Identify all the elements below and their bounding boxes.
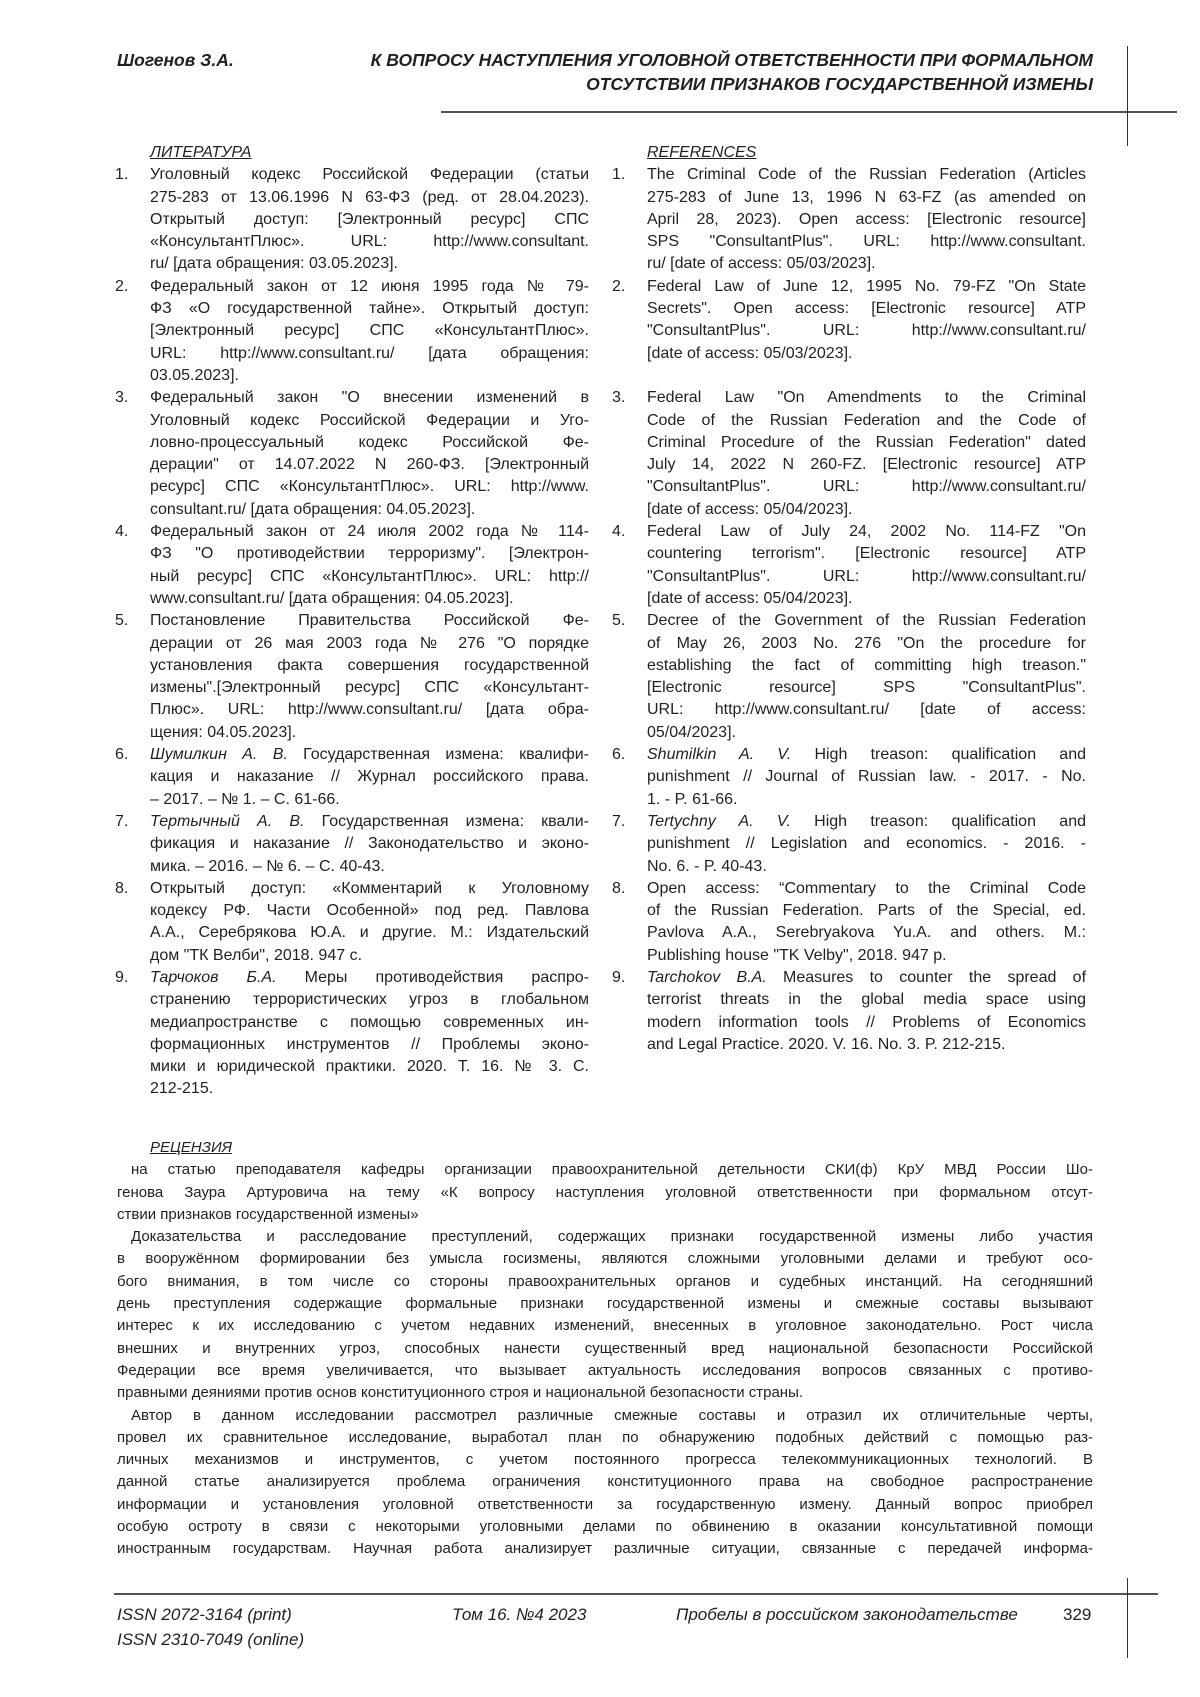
footer-vertical-rule	[1127, 1578, 1128, 1658]
reference-line	[647, 387, 1086, 409]
reference-item	[115, 878, 589, 967]
reference-text: Measures to counter the spread of	[767, 969, 1086, 986]
review-line: на статью преподавателя кафедры организации правоохранительной детельности СКИ(ф) КрУ МВД России Шо-	[117, 1159, 1093, 1181]
reference-text: URL: http://www.consultant.ru/ [дата обращения:	[150, 345, 589, 362]
reference-text: 275-283 of June 13, 1996 N 63-FZ (as amended on	[647, 189, 1086, 206]
reference-line	[150, 967, 589, 989]
review-line: информации и установления уголовной ответственности за государственную измену. Данный вопрос приобрел	[117, 1494, 1093, 1516]
reference-text: 1. - P. 61-66.	[647, 791, 737, 808]
reference-text: consultant.ru/ [дата обращения: 04.05.2023].	[150, 501, 475, 518]
literature-heading: ЛИТЕРАТУРА	[150, 142, 589, 164]
footer-volume: Том 16. №4 2023	[452, 1603, 586, 1627]
running-head-author: Шогенов З.А.	[117, 48, 234, 72]
reference-text: Открытый доступ: «Комментарий к Уголовному	[150, 880, 589, 897]
reference-text: The Criminal Code of the Russian Federation (Articles	[647, 166, 1086, 183]
reference-text: Secrets". Open access: [Electronic resource] ATP	[647, 300, 1086, 317]
reference-line	[150, 856, 589, 878]
reference-text: of the Russian Federation. Parts of the Special, ed.	[647, 902, 1086, 919]
reference-text: Плюс». URL: http://www.consultant.ru/ [дата обра-	[150, 701, 589, 718]
reference-text: Federal Law of July 24, 2002 No. 114-FZ "On	[647, 523, 1086, 540]
reference-text: SPS "ConsultantPlus". URL: http://www.consultant.	[647, 233, 1086, 250]
reference-line	[150, 744, 589, 766]
reference-number: 6.	[612, 744, 625, 766]
reference-line	[647, 410, 1086, 432]
references-heading: REFERENCES	[647, 142, 1086, 164]
reference-text: Федеральный закон "О внесении изменений в	[150, 389, 589, 406]
reference-author: Шумилкин А. В.	[150, 746, 288, 763]
review-line: особую остроту в связи с некоторыми уголовными делами по обвинению в оказании консультативной помощи	[117, 1516, 1093, 1538]
reference-line	[150, 677, 589, 699]
references-list	[612, 142, 1086, 1056]
reference-text: кодексу РФ. Части Особенной» под ред. Павлова	[150, 902, 589, 919]
reference-text: ный ресурс] СПС «КонсультантПлюс». URL: http://	[150, 568, 589, 585]
reference-line	[150, 566, 589, 588]
reference-line	[150, 209, 589, 231]
reference-number: 8.	[115, 878, 128, 900]
reference-author: Tarchokov B.A.	[647, 969, 767, 986]
reference-line	[647, 789, 1086, 811]
reference-item	[115, 744, 589, 811]
reference-number: 9.	[612, 967, 625, 989]
review-line: в вооружённом формировании без умысла госизмены, являются сложными уголовными делами и требуют осо-	[117, 1248, 1093, 1270]
reference-line	[150, 365, 589, 387]
reference-text: "ConsultantPlus". URL: http://www.consultant.ru/	[647, 322, 1086, 339]
reference-line	[647, 253, 1086, 275]
reference-text: Open access: “Commentary to the Criminal Code	[647, 880, 1086, 897]
reference-text: фикация и наказание // Законодательство и эконо-	[150, 835, 589, 852]
reference-author: Тарчоков Б.А.	[150, 969, 277, 986]
reference-item	[612, 811, 1086, 878]
reference-line	[150, 633, 589, 655]
reference-text: [date of access: 05/03/2023].	[647, 345, 852, 362]
header-vertical-rule	[1127, 46, 1128, 146]
reference-item	[612, 387, 1086, 521]
reference-line	[150, 900, 589, 922]
reference-text: Уголовный кодекс Российской Федерации и Уго-	[150, 412, 589, 429]
footer-issn-online: ISSN 2310-7049 (online)	[117, 1628, 304, 1652]
reference-text: Федеральный закон от 24 июля 2002 года № 114-	[150, 523, 589, 540]
running-head-title-line: ОТСУТСТВИИ ПРИЗНАКОВ ГОСУДАРСТВЕННОЙ ИЗМЕНЫ	[371, 72, 1093, 96]
reference-text: Federal Law "On Amendments to the Criminal	[647, 389, 1086, 406]
reference-text: Code of the Russian Federation and the Code of	[647, 412, 1086, 429]
reference-item	[115, 967, 589, 1101]
reference-item	[115, 610, 589, 744]
reference-text: Publishing house "TK Velby", 2018. 947 p.	[647, 947, 947, 964]
reference-author: Shumilkin A. V.	[647, 746, 791, 763]
reference-text: [date of access: 05/04/2023].	[647, 501, 852, 518]
footer-issn-print: ISSN 2072-3164 (print)	[117, 1603, 292, 1627]
review-line: интерес к их исследованию с учетом недавних изменений, внесенных в уголовное законодательно. Рост числа	[117, 1315, 1093, 1337]
reference-text: А.А., Серебрякова Ю.А. и другие. М.: Издательский	[150, 924, 589, 941]
reference-author: Тертычный А. В.	[150, 813, 304, 830]
reference-number: 2.	[115, 276, 128, 298]
reference-text: Federal Law of June 12, 1995 No. 79-FZ "On State	[647, 278, 1086, 295]
reference-line	[150, 253, 589, 275]
running-head-title-line: К ВОПРОСУ НАСТУПЛЕНИЯ УГОЛОВНОЙ ОТВЕТСТВЕННОСТИ ПРИ ФОРМАЛЬНОМ	[371, 48, 1093, 72]
reference-text: установления факта совершения государственной	[150, 657, 589, 674]
reference-text: establishing the fact of committing high treason."	[647, 657, 1086, 674]
reference-line	[150, 432, 589, 454]
reference-line	[647, 722, 1086, 744]
reference-text: «КонсультантПлюс». URL: http://www.consultant.	[150, 233, 589, 250]
reference-number: 3.	[612, 387, 625, 409]
reference-line	[150, 1034, 589, 1056]
review-line: Федерации все время увеличивается, что вызывает актуальность исследования вопросов связанных с противо-	[117, 1360, 1093, 1382]
reference-line	[150, 343, 589, 365]
reference-line	[647, 298, 1086, 320]
reference-item	[612, 164, 1086, 275]
reference-line	[150, 164, 589, 186]
reference-line	[647, 187, 1086, 209]
reference-number: 5.	[115, 610, 128, 632]
review-line: провел их сравнительное исследование, выработал план по обнаружению подобных действий с помощью раз-	[117, 1427, 1093, 1449]
reference-line	[150, 231, 589, 253]
reference-line	[150, 610, 589, 632]
reference-number: 8.	[612, 878, 625, 900]
reference-text: мики и юридической практики. 2020. Т. 16. № 3. С.	[150, 1058, 589, 1075]
reference-line	[647, 633, 1086, 655]
reference-item	[115, 276, 589, 387]
reference-text: "ConsultantPlus". URL: http://www.consultant.ru/	[647, 478, 1086, 495]
reference-text: кация и наказание // Журнал российского права.	[150, 768, 589, 785]
reference-item	[612, 276, 1086, 365]
footer-rule	[114, 1593, 1158, 1595]
reference-text: April 28, 2023). Open access: [Electronic resource]	[647, 211, 1086, 228]
reference-line	[150, 1012, 589, 1034]
reference-text: [date of access: 05/04/2023].	[647, 590, 852, 607]
reference-text: – 2017. – № 1. – С. 61-66.	[150, 791, 340, 808]
reference-line	[647, 320, 1086, 342]
reference-line	[150, 1078, 589, 1100]
reference-author: Tertychny A. V.	[647, 813, 791, 830]
reference-line	[647, 1034, 1086, 1056]
reference-line	[647, 476, 1086, 498]
review-line: правными деяниями против основ конституционного строя и национальной безопасности страны.	[117, 1382, 1093, 1404]
reference-line	[647, 922, 1086, 944]
reference-line	[150, 945, 589, 967]
reference-line	[647, 521, 1086, 543]
reference-text: 03.05.2023].	[150, 367, 239, 384]
reference-item	[115, 164, 589, 275]
reference-line	[647, 231, 1086, 253]
reference-line	[150, 476, 589, 498]
reference-number: 1.	[115, 164, 128, 186]
review-heading: РЕЦЕНЗИЯ	[150, 1137, 1093, 1159]
reference-text: Уголовный кодекс Российской Федерации (статьи	[150, 166, 589, 183]
reference-text: формационных инструментов // Проблемы эконо-	[150, 1036, 589, 1053]
reference-line	[150, 1056, 589, 1078]
reference-line	[647, 878, 1086, 900]
reference-text: ru/ [дата обращения: 03.05.2023].	[150, 255, 398, 272]
reference-text: ресурс] СПС «КонсультантПлюс». URL: http://www.	[150, 478, 589, 495]
reference-text: July 14, 2022 N 260-FZ. [Electronic resource] ATP	[647, 456, 1086, 473]
reference-item	[612, 967, 1086, 1056]
reference-text: Decree of the Government of the Russian Federation	[647, 612, 1086, 629]
review-line: внешних и внутренних угроз, способных нанести существенный вред национальной безопасности Российской	[117, 1338, 1093, 1360]
reference-text: ru/ [date of access: 05/03/2023].	[647, 255, 876, 272]
reference-number: 6.	[115, 744, 128, 766]
reference-line	[150, 454, 589, 476]
reference-line	[647, 967, 1086, 989]
reference-line	[150, 878, 589, 900]
reference-line	[150, 298, 589, 320]
reference-text: ФЗ «О государственной тайне». Открытый доступ:	[150, 300, 589, 317]
review-line: личных механизмов и инструментов, с учетом постоянного прогресса телекоммуникационных технологий. В	[117, 1449, 1093, 1471]
reference-text: дерации от 26 мая 2003 года № 276 "О порядке	[150, 635, 589, 652]
reference-text: [Электронный ресурс] СПС «КонсультантПлюс».	[150, 322, 589, 339]
reference-text: punishment // Legislation and economics. - 2016. -	[647, 835, 1086, 852]
reference-text: дерации" от 14.07.2022 N 260-ФЗ. [Электронный	[150, 456, 589, 473]
reference-line	[150, 789, 589, 811]
reference-number: 3.	[115, 387, 128, 409]
reference-text: ловно-процессуальный кодекс Российской Фе-	[150, 434, 589, 451]
reference-text: terrorist threats in the global media space using	[647, 991, 1086, 1008]
review-paragraph	[117, 1159, 1093, 1226]
reference-line	[150, 521, 589, 543]
reference-line	[647, 677, 1086, 699]
reference-line	[150, 722, 589, 744]
reference-line	[647, 454, 1086, 476]
reference-line	[647, 945, 1086, 967]
review-paragraph	[117, 1405, 1093, 1561]
reference-line	[150, 766, 589, 788]
header-rule	[441, 111, 1177, 113]
review-line: день преступления содержащие формальные признаки государственной измены и смежные составы вызывают	[117, 1293, 1093, 1315]
reference-line	[150, 833, 589, 855]
reference-line	[150, 410, 589, 432]
reference-line	[647, 1012, 1086, 1034]
reference-line	[647, 588, 1086, 610]
reference-number: 2.	[612, 276, 625, 298]
reference-item	[115, 521, 589, 610]
review-section	[117, 1137, 1093, 1561]
reference-item	[612, 744, 1086, 811]
review-line: ствии признаков государственной измены»	[117, 1204, 1093, 1226]
reference-line	[647, 276, 1086, 298]
reference-text: Меры противодействия распро-	[277, 969, 589, 986]
reference-line	[647, 432, 1086, 454]
reference-text: High treason: qualification and	[791, 746, 1086, 763]
reference-text: странению террористических угроз в глобальном	[150, 991, 589, 1008]
reference-text: punishment // Journal of Russian law. - 2017. - No.	[647, 768, 1086, 785]
reference-line	[647, 164, 1086, 186]
review-paragraph	[117, 1226, 1093, 1404]
reference-line	[647, 566, 1086, 588]
reference-number: 9.	[115, 967, 128, 989]
reference-line	[150, 699, 589, 721]
reference-line	[150, 187, 589, 209]
review-line: иностранным государствам. Научная работа анализирует различные ситуации, связанные с передачей информа-	[117, 1538, 1093, 1560]
reference-number: 1.	[612, 164, 625, 186]
reference-text: Открытый доступ: [Электронный ресурс] СПС	[150, 211, 589, 228]
reference-line	[150, 811, 589, 833]
reference-line	[150, 655, 589, 677]
reference-item	[612, 521, 1086, 610]
review-line: Доказательства и расследование преступлений, содержащих признаки государственной измены либо участия	[117, 1226, 1093, 1248]
reference-text: медиапространстве с помощью современных ин-	[150, 1014, 589, 1031]
reference-item	[612, 878, 1086, 967]
reference-text: URL: http://www.consultant.ru/ [date of access:	[647, 701, 1086, 718]
reference-item	[612, 610, 1086, 744]
reference-line	[647, 655, 1086, 677]
reference-text: Государственная измена: квалифи-	[288, 746, 589, 763]
reference-text: countering terrorism". [Electronic resource] ATP	[647, 545, 1086, 562]
reference-line	[647, 900, 1086, 922]
reference-text: мика. – 2016. – № 6. – С. 40-43.	[150, 858, 385, 875]
reference-line	[647, 610, 1086, 632]
reference-text: Государственная измена: квали-	[304, 813, 589, 830]
reference-text: дом "ТК Велби", 2018. 947 с.	[150, 947, 362, 964]
reference-text: 275-283 от 13.06.1996 N 63-ФЗ (ред. от 28.04.2023).	[150, 189, 589, 206]
reference-line	[647, 833, 1086, 855]
reference-line	[150, 922, 589, 944]
reference-number: 4.	[115, 521, 128, 543]
reference-line	[647, 543, 1086, 565]
reference-line	[150, 588, 589, 610]
reference-text: Pavlova A.A., Serebryakova Yu.A. and others. M.:	[647, 924, 1086, 941]
review-line: бого внимания, в том числе со стороны правоохранительных органов и судебных инстанций. На сегодняшний	[117, 1271, 1093, 1293]
reference-text: ФЗ "О противодействии терроризму". [Электрон-	[150, 545, 589, 562]
reference-line	[647, 989, 1086, 1011]
reference-number: 7.	[115, 811, 128, 833]
reference-number: 5.	[612, 610, 625, 632]
reference-text: Постановление Правительства Российской Фе-	[150, 612, 589, 629]
running-head-title	[371, 48, 1093, 96]
reference-line	[150, 276, 589, 298]
reference-text: www.consultant.ru/ [дата обращения: 04.05.2023].	[150, 590, 514, 607]
reference-text: 212-215.	[150, 1080, 213, 1097]
reference-text: "ConsultantPlus". URL: http://www.consultant.ru/	[647, 568, 1086, 585]
reference-item	[115, 811, 589, 878]
review-line: генова Заура Артуровича на тему «К вопросу наступления уголовной ответственности при формальном отсут-	[117, 1182, 1093, 1204]
reference-line	[647, 699, 1086, 721]
reference-line	[150, 387, 589, 409]
reference-line	[647, 856, 1086, 878]
reference-line	[150, 320, 589, 342]
reference-line	[150, 543, 589, 565]
review-line: Автор в данном исследовании рассмотрел различные смежные составы и отразил их отличительные черты,	[117, 1405, 1093, 1427]
reference-text: and Legal Practice. 2020. V. 16. No. 3. P. 212-215.	[647, 1036, 1005, 1053]
reference-line	[647, 209, 1086, 231]
reference-text: of May 26, 2003 No. 276 "On the procedure for	[647, 635, 1086, 652]
review-line: данной статье анализируется проблема ограничения конституционного права на свободное распространение	[117, 1471, 1093, 1493]
reference-line	[150, 499, 589, 521]
reference-item	[115, 387, 589, 521]
reference-text: No. 6. - P. 40-43.	[647, 858, 767, 875]
reference-text: Criminal Procedure of the Russian Federation" dated	[647, 434, 1086, 451]
reference-line	[647, 766, 1086, 788]
reference-text: измены".[Электронный ресурс] СПС «Консультант-	[150, 679, 589, 696]
reference-text: modern information tools // Problems of Economics	[647, 1014, 1086, 1031]
reference-text: щения: 04.05.2023].	[150, 724, 296, 741]
reference-number: 7.	[612, 811, 625, 833]
page-number: 329	[1063, 1603, 1091, 1627]
reference-text: High treason: qualification and	[791, 813, 1086, 830]
footer-journal-title: Пробелы в российском законодательстве	[676, 1603, 1018, 1627]
reference-line	[647, 811, 1086, 833]
reference-number: 4.	[612, 521, 625, 543]
reference-text: 05/04/2023].	[647, 724, 736, 741]
reference-text: [Electronic resource] SPS "ConsultantPlus".	[647, 679, 1086, 696]
reference-text: Федеральный закон от 12 июня 1995 года № 79-	[150, 278, 589, 295]
reference-line	[647, 499, 1086, 521]
literature-list	[115, 142, 589, 1101]
reference-line	[150, 989, 589, 1011]
reference-line	[647, 744, 1086, 766]
reference-line	[647, 343, 1086, 365]
